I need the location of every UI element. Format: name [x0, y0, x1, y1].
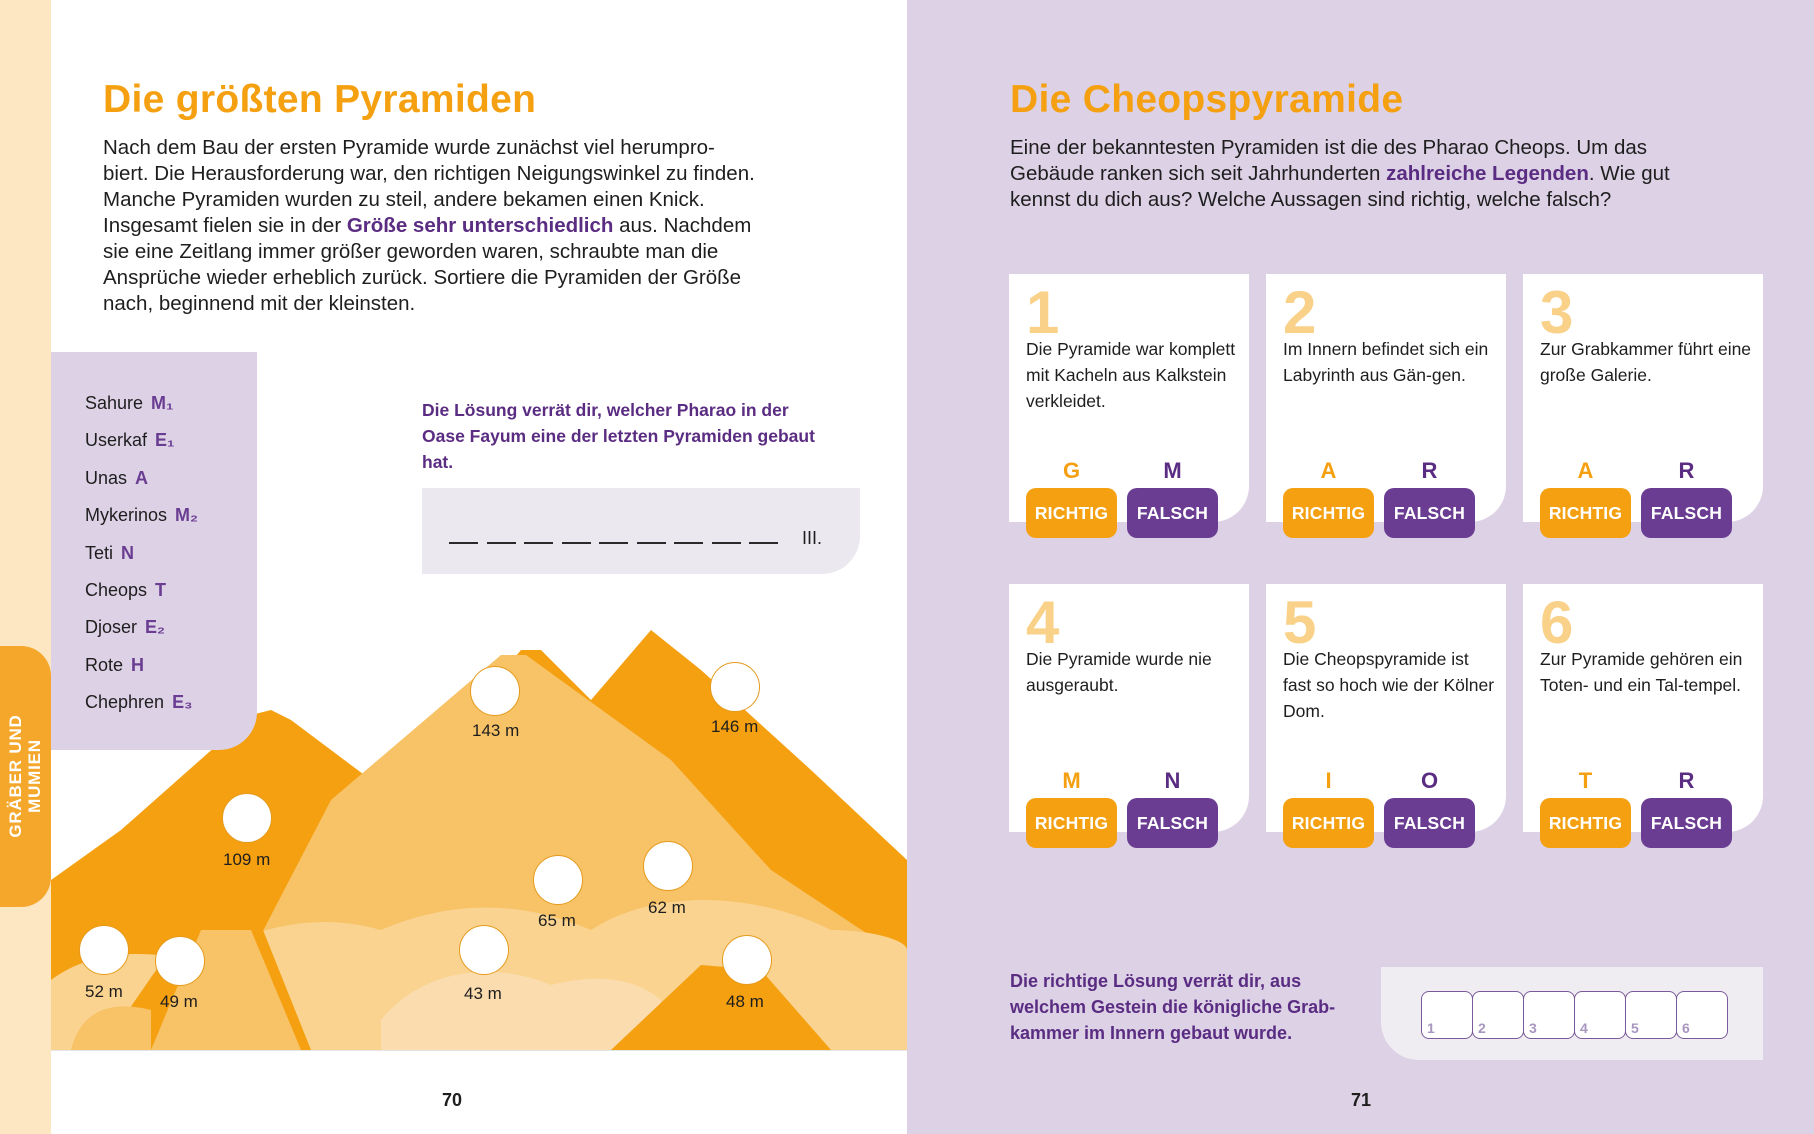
page-number-right: 71	[1351, 1090, 1372, 1110]
answer-blank[interactable]	[637, 542, 666, 544]
falsch-button[interactable]: FALSCH	[1384, 798, 1475, 848]
height-label: 146 m	[711, 717, 759, 736]
card-number: 3	[1540, 279, 1574, 346]
letter-true: M	[1062, 768, 1081, 793]
card-statement: Die Pyramide wurde nie ausgeraubt.	[1026, 649, 1212, 695]
highlight-legends: zahlreiche Legenden	[1386, 162, 1589, 185]
card-number: 2	[1283, 279, 1317, 346]
right-page-title: Die Cheopspyramide	[1010, 78, 1404, 121]
height-label: 143 m	[472, 721, 520, 740]
intro-line: kennst du dich aus? Welche Aussagen sind richtig, welche falsch?	[1010, 188, 1612, 211]
richtig-button[interactable]: RICHTIG	[1283, 798, 1374, 848]
height-label: 49 m	[160, 992, 198, 1011]
height-marker	[79, 925, 129, 975]
solution-box	[1381, 967, 1763, 1060]
falsch-button[interactable]: FALSCH	[1641, 488, 1732, 538]
answer-blank[interactable]	[449, 542, 478, 544]
height-marker	[459, 925, 509, 975]
answer-blank[interactable]	[487, 542, 516, 544]
height-marker	[222, 793, 272, 843]
card-statement: Zur Pyramide gehören ein Toten- und ein Tal-tempel.	[1540, 649, 1743, 695]
height-label: 65 m	[538, 911, 576, 930]
left-page-title: Die größten Pyramiden	[103, 78, 537, 121]
solution-cell[interactable]: 6	[1676, 991, 1728, 1039]
pyramid-list	[85, 390, 198, 727]
card-number: 6	[1540, 589, 1574, 656]
card-statement: Im Innern befindet sich ein Labyrinth aus Gän-gen.	[1283, 339, 1489, 385]
height-marker	[155, 936, 205, 986]
height-label: 43 m	[464, 984, 502, 1003]
left-intro	[103, 135, 823, 317]
letter-false: O	[1420, 768, 1439, 793]
richtig-button[interactable]: RICHTIG	[1026, 488, 1117, 538]
card-number: 5	[1283, 589, 1317, 656]
intro-line: sie eine Zeitlang immer größer geworden waren, schraubte man die	[103, 240, 719, 263]
list-item: Sahure M₁	[85, 393, 174, 413]
falsch-button[interactable]: FALSCH	[1127, 798, 1218, 848]
letter-false: R	[1678, 768, 1695, 793]
answer-blank[interactable]	[712, 542, 741, 544]
chapter-label: GRÄBER UND MUMIEN	[6, 714, 44, 838]
solution-cell[interactable]: 1	[1421, 991, 1473, 1039]
answer-blank[interactable]	[562, 542, 591, 544]
card-statement: Die Cheopspyramide ist fast so hoch wie der Kölner Dom.	[1283, 649, 1495, 721]
letter-true: A	[1577, 458, 1594, 483]
richtig-button[interactable]: RICHTIG	[1026, 798, 1117, 848]
quiz-card	[1266, 274, 1506, 522]
highlight-size: Größe sehr unterschiedlich	[346, 214, 614, 237]
solution-cell[interactable]: 2	[1472, 991, 1524, 1039]
quiz-card	[1009, 584, 1249, 832]
quiz-card	[1523, 274, 1763, 522]
answer-blank[interactable]	[749, 542, 778, 544]
letter-false: R	[1678, 458, 1695, 483]
card-statement: Zur Grabkammer führt eine große Galerie.	[1540, 339, 1752, 385]
card-statement: Die Pyramide war komplett mit Kacheln aus Kalkstein verkleidet.	[1026, 339, 1236, 411]
falsch-button[interactable]: FALSCH	[1384, 488, 1475, 538]
height-label: 52 m	[85, 982, 123, 1001]
falsch-button[interactable]: FALSCH	[1127, 488, 1218, 538]
letter-true: I	[1325, 768, 1332, 793]
solution-cell[interactable]: 3	[1523, 991, 1575, 1039]
page-number-left: 70	[442, 1090, 463, 1110]
list-item: Mykerinos M₂	[85, 505, 199, 526]
answer-box	[422, 488, 860, 574]
richtig-button[interactable]: RICHTIG	[1540, 488, 1631, 538]
hint-text: Die Lösung verrät dir, welcher Pharao in der Oase Fayum eine der letzten Pyramiden gebaut hat.	[422, 400, 815, 472]
height-marker	[533, 855, 583, 905]
baseline	[51, 1050, 907, 1051]
answer-blank[interactable]	[599, 542, 628, 544]
list-item: Teti N	[85, 542, 135, 563]
falsch-button[interactable]: FALSCH	[1641, 798, 1732, 848]
list-item: Djoser E₂	[85, 617, 166, 638]
richtig-button[interactable]: RICHTIG	[1283, 488, 1374, 538]
richtig-button[interactable]: RICHTIG	[1540, 798, 1631, 848]
list-item: Chephren E₃	[85, 692, 193, 713]
letter-false: N	[1164, 768, 1181, 793]
height-marker	[722, 935, 772, 985]
card-number: 4	[1026, 589, 1060, 656]
intro-line: nach, beginnend mit der kleinsten.	[103, 292, 416, 315]
intro-line: Nach dem Bau der ersten Pyramide wurde zunächst viel herumpro-	[103, 136, 715, 159]
height-label: 62 m	[648, 898, 686, 917]
solution-cell[interactable]: 5	[1625, 991, 1677, 1039]
side-strip	[0, 0, 51, 1134]
answer-blank[interactable]	[674, 542, 703, 544]
height-marker	[470, 666, 520, 716]
list-item: Cheops T	[85, 579, 167, 600]
letter-true: A	[1320, 458, 1337, 483]
list-item: Userkaf E₁	[85, 430, 175, 451]
height-label: 48 m	[726, 992, 764, 1011]
intro-line: Manche Pyramiden wurden zu steil, andere bekamen einen Knick.	[103, 188, 705, 211]
list-item: Rote H	[85, 654, 145, 675]
quiz-card	[1009, 274, 1249, 522]
solution-cell[interactable]: 4	[1574, 991, 1626, 1039]
intro-line: Eine der bekanntesten Pyramiden ist die des Pharao Cheops. Um das	[1010, 136, 1648, 159]
intro-line: Ansprüche wieder erheblich zurück. Sortiere die Pyramiden der Größe	[103, 266, 742, 289]
height-label: 109 m	[223, 850, 271, 869]
intro-line: Gebäude ranken sich seit Jahrhunderten zahlreiche Legenden. Wie gut	[1010, 162, 1670, 185]
height-marker	[643, 841, 693, 891]
intro-line: Insgesamt fielen sie in der Größe sehr unterschiedlich aus. Nachdem	[103, 214, 752, 237]
answer-blank[interactable]	[524, 542, 553, 544]
letter-false: R	[1421, 458, 1438, 483]
letter-true: T	[1578, 768, 1593, 793]
letter-true: G	[1062, 458, 1081, 483]
intro-line: biert. Die Herausforderung war, den richtigen Neigungswinkel zu finden.	[103, 162, 755, 185]
quiz-card	[1266, 584, 1506, 832]
right-intro	[1010, 135, 1770, 213]
answer-suffix: III.	[802, 528, 823, 548]
card-number: 1	[1026, 279, 1060, 346]
list-item: Unas A	[85, 467, 149, 488]
height-marker	[710, 662, 760, 712]
pyramid-names-panel	[51, 352, 257, 750]
letter-false: M	[1163, 458, 1182, 483]
solution-hint: Die richtige Lösung verrät dir, aus welchem Gestein die königliche Grab-kammer im Innern gebaut wurde.	[1010, 971, 1336, 1043]
quiz-card	[1523, 584, 1763, 832]
